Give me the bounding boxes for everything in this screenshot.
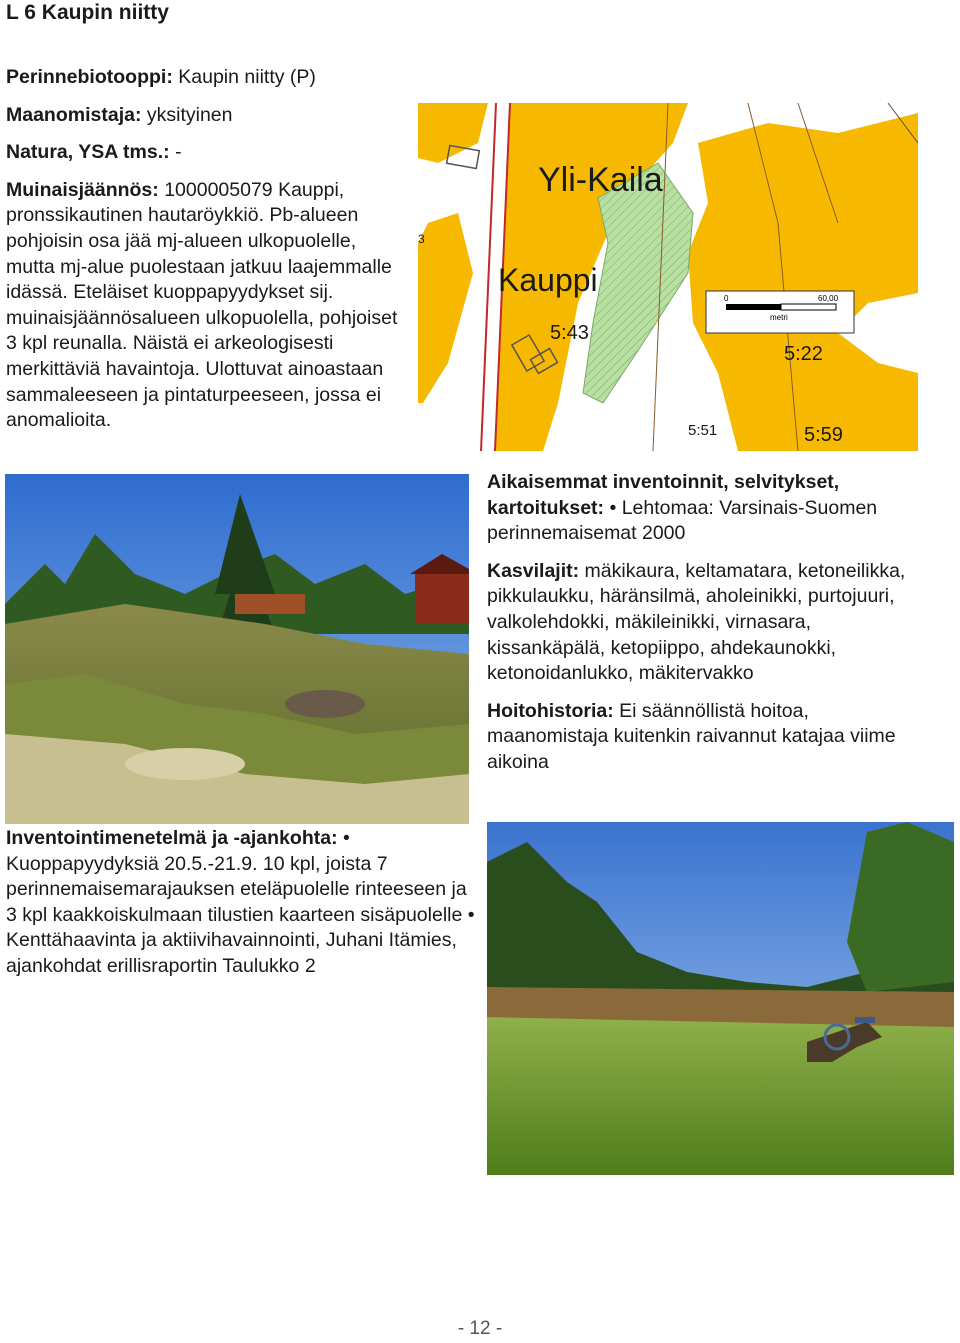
owner-value: yksityinen [146,103,233,126]
biotope-label: Perinnebiotooppi: [6,66,173,88]
relic-value: 1000005079 Kauppi, pronssikautinen hautaröykkiö. Pb-alueen pohjoisin osa jää mj-alueen ulkopuolelle, mutta mj-alue puolestaan jatkuu laajemmalle idässä. Eteläiset kuoppapyydykset sij. muinaisjäännösalueen ulkopuolella, pohjoiset 3 kpl reunalla. Näistä ei arkeologisesti merkittäviä havaintoja. Ulottuvat ainoastaan sammaleeseen ja pintaturpeeseen, jossa ei anomalioita. [6,178,398,432]
relic-label: Muinaisjäännös: [6,178,159,201]
owner-row [6,103,406,129]
map-parcel-543: 5:43 [550,322,589,344]
biotope-row [6,65,406,91]
map-parcel-522: 5:22 [784,343,823,365]
map-parcel-559: 5:59 [804,424,843,446]
site-map [418,103,918,451]
page-number: - 12 - [457,1318,503,1339]
map-parcel-partial: 3 [418,232,425,246]
plants-label: Kasvilajit: [487,559,580,582]
scale-unit: metri [770,313,788,322]
scale-zero: 0 [724,294,729,303]
biotope-value: Kaupin niitty (P) [178,66,316,88]
map-parcel-551: 5:51 [688,422,718,439]
prev-inventories [487,470,907,547]
inventory-value: • Kuoppapyydyksiä 20.5.-21.9. 10 kpl, joista 7 perinnemaisemarajauksen eteläpuolelle rinteeseen ja 3 kpl kaakkoiskulmaan tilustien kaarteen sisäpuolelle • Kenttähaavinta ja aktiivihavainnointi, Juhani Itämies, ajankohdat erillisraportin Taulukko 2 [6,827,475,977]
scale-end: 60,00 [818,294,839,303]
map-label-kauppi: Kauppi [498,262,598,298]
plants-value: mäkikaura, keltamatara, ketoneilikka, pikkulaukku, häränsilmä, aholeinikki, purtojuuri, valkolehdokki, mäkileinikki, virnasara, kissankäpälä, ketopiippo, ahdekaunokki, ketonoidanlukko, mäkitervakko [487,559,906,685]
meadow-photo [5,474,469,824]
field-photo-graphic [487,822,954,1175]
owner-label: Maanomistaja: [6,103,142,126]
history-value: Ei säännöllistä hoitoa, maanomistaja kuitenkin raivannut katajaa viime aikoina [487,699,896,773]
site-info [6,65,406,434]
inventory-label: Inventointimenetelmä ja -ajankohta: [6,827,338,849]
map-label-ylikaila: Yli-Kaila [538,161,663,199]
plants [487,559,907,687]
prev-value: • Lehtomaa: Varsinais-Suomen perinnemaisemat 2000 [487,496,878,545]
map-graphic [418,103,918,451]
relic-row [6,178,406,434]
right-info [487,470,907,776]
natura-row [6,140,406,166]
inventory-method [6,826,476,980]
history-label: Hoitohistoria: [487,699,614,722]
meadow-photo-graphic [5,474,469,824]
history [487,699,907,776]
prev-label: Aikaisemmat inventoinnit, selvitykset, kartoitukset: [487,471,840,519]
field-photo [487,822,954,1175]
page-title: L 6 Kaupin niitty [6,1,169,24]
natura-value: - [175,141,182,164]
natura-label: Natura, YSA tms.: [6,141,170,164]
